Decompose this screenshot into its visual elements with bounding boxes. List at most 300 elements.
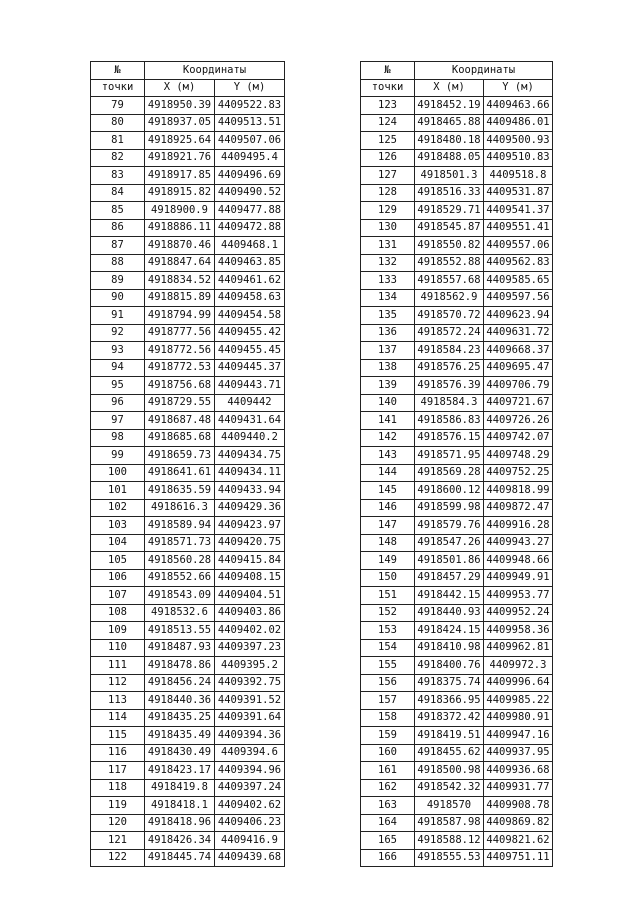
- y-coordinate-cell: 4409872.47: [484, 499, 553, 517]
- y-coordinate-cell: 4409455.45: [215, 342, 285, 360]
- table-row: [361, 622, 553, 640]
- point-number-cell: 138: [361, 359, 415, 377]
- table-row: [91, 377, 285, 395]
- point-number-cell: 104: [91, 534, 145, 552]
- point-number-cell: 141: [361, 412, 415, 430]
- x-coordinate-cell: 4918372.42: [415, 709, 484, 727]
- table-row: [91, 639, 285, 657]
- point-number-cell: 166: [361, 849, 415, 867]
- point-number-cell: 131: [361, 237, 415, 255]
- table-row: [91, 797, 285, 815]
- x-coordinate-cell: 4918584.23: [415, 342, 484, 360]
- table-row: [91, 307, 285, 325]
- point-number-cell: 93: [91, 342, 145, 360]
- y-coordinate-cell: 4409948.66: [484, 552, 553, 570]
- y-coordinate-cell: 4409695.47: [484, 359, 553, 377]
- y-coordinate-cell: 4409869.82: [484, 814, 553, 832]
- y-coordinate-cell: 4409440.2: [215, 429, 285, 447]
- y-coordinate-cell: 4409623.94: [484, 307, 553, 325]
- y-coordinate-cell: 4409402.02: [215, 622, 285, 640]
- x-coordinate-cell: 4918555.53: [415, 849, 484, 867]
- x-coordinate-cell: 4918616.3: [145, 499, 215, 517]
- point-number-cell: 120: [91, 814, 145, 832]
- y-coordinate-cell: 4409455.42: [215, 324, 285, 342]
- x-coordinate-cell: 4918685.68: [145, 429, 215, 447]
- y-coordinate-cell: 4409391.64: [215, 709, 285, 727]
- table-row: [91, 254, 285, 272]
- y-coordinate-cell: 4409953.77: [484, 587, 553, 605]
- y-coordinate-cell: 4409585.65: [484, 272, 553, 290]
- point-number-cell: 91: [91, 307, 145, 325]
- x-coordinate-cell: 4918562.9: [415, 289, 484, 307]
- point-number-cell: 107: [91, 587, 145, 605]
- table-row: [91, 534, 285, 552]
- y-coordinate-cell: 4409597.56: [484, 289, 553, 307]
- x-coordinate-cell: 4918430.49: [145, 744, 215, 762]
- point-number-cell: 99: [91, 447, 145, 465]
- y-coordinate-cell: 4409461.62: [215, 272, 285, 290]
- y-coordinate-cell: 4409443.71: [215, 377, 285, 395]
- y-coordinate-cell: 4409472.88: [215, 219, 285, 237]
- y-coordinate-cell: 4409416.9: [215, 832, 285, 850]
- point-number-cell: 100: [91, 464, 145, 482]
- table-row: [361, 132, 553, 150]
- table-row: [91, 272, 285, 290]
- point-number-cell: 81: [91, 132, 145, 150]
- table-row: [91, 587, 285, 605]
- x-coordinate-cell: 4918545.87: [415, 219, 484, 237]
- point-number-cell: 97: [91, 412, 145, 430]
- point-number-cell: 112: [91, 674, 145, 692]
- table-row: [91, 464, 285, 482]
- point-number-cell: 159: [361, 727, 415, 745]
- x-coordinate-cell: 4918501.86: [415, 552, 484, 570]
- point-number-cell: 86: [91, 219, 145, 237]
- table-row: [91, 429, 285, 447]
- point-number-cell: 117: [91, 762, 145, 780]
- table-row: [361, 727, 553, 745]
- table-row: [91, 482, 285, 500]
- x-coordinate-cell: 4918560.28: [145, 552, 215, 570]
- table-row: [91, 167, 285, 185]
- point-number-cell: 151: [361, 587, 415, 605]
- table-row: [361, 237, 553, 255]
- point-number-cell: 84: [91, 184, 145, 202]
- x-coordinate-cell: 4918418.1: [145, 797, 215, 815]
- y-coordinate-cell: 4409403.86: [215, 604, 285, 622]
- y-coordinate-cell: 4409706.79: [484, 377, 553, 395]
- x-coordinate-cell: 4918445.74: [145, 849, 215, 867]
- x-coordinate-cell: 4918937.05: [145, 114, 215, 132]
- point-number-cell: 113: [91, 692, 145, 710]
- y-coordinate-cell: 4409397.24: [215, 779, 285, 797]
- point-number-cell: 154: [361, 639, 415, 657]
- table-row: [361, 149, 553, 167]
- point-number-cell: 128: [361, 184, 415, 202]
- x-coordinate-cell: 4918550.82: [415, 237, 484, 255]
- y-coordinate-cell: 4409486.01: [484, 114, 553, 132]
- x-coordinate-cell: 4918950.39: [145, 97, 215, 115]
- x-coordinate-cell: 4918571.95: [415, 447, 484, 465]
- x-coordinate-cell: 4918571.73: [145, 534, 215, 552]
- table-row: [91, 149, 285, 167]
- y-coordinate-cell: 4409742.07: [484, 429, 553, 447]
- point-number-cell: 129: [361, 202, 415, 220]
- y-coordinate-cell: 4409518.8: [484, 167, 553, 185]
- y-coordinate-cell: 4409445.37: [215, 359, 285, 377]
- y-coordinate-cell: 4409980.91: [484, 709, 553, 727]
- table-row: [91, 517, 285, 535]
- table-row: [361, 797, 553, 815]
- point-number-cell: 110: [91, 639, 145, 657]
- point-number-cell: 153: [361, 622, 415, 640]
- x-coordinate-cell: 4918579.76: [415, 517, 484, 535]
- x-coordinate-cell: 4918435.25: [145, 709, 215, 727]
- x-coordinate-cell: 4918915.82: [145, 184, 215, 202]
- point-number-cell: 96: [91, 394, 145, 412]
- x-coordinate-cell: 4918587.98: [415, 814, 484, 832]
- table-row: [91, 289, 285, 307]
- x-coordinate-cell: 4918488.05: [415, 149, 484, 167]
- x-coordinate-cell: 4918576.39: [415, 377, 484, 395]
- header-y: Y (м): [215, 79, 285, 97]
- y-coordinate-cell: 4409391.52: [215, 692, 285, 710]
- x-coordinate-cell: 4918635.59: [145, 482, 215, 500]
- point-number-cell: 118: [91, 779, 145, 797]
- table-row: [361, 307, 553, 325]
- x-coordinate-cell: 4918599.98: [415, 499, 484, 517]
- point-number-cell: 111: [91, 657, 145, 675]
- x-coordinate-cell: 4918455.62: [415, 744, 484, 762]
- x-coordinate-cell: 4918442.15: [415, 587, 484, 605]
- point-number-cell: 134: [361, 289, 415, 307]
- table-body: [361, 97, 553, 867]
- y-coordinate-cell: 4409458.63: [215, 289, 285, 307]
- table-row: [361, 779, 553, 797]
- table-row: [361, 499, 553, 517]
- x-coordinate-cell: 4918400.76: [415, 657, 484, 675]
- point-number-cell: 123: [361, 97, 415, 115]
- table-row: [361, 324, 553, 342]
- x-coordinate-cell: 4918440.36: [145, 692, 215, 710]
- point-number-cell: 85: [91, 202, 145, 220]
- header-coordinates: Координаты: [145, 62, 285, 80]
- x-coordinate-cell: 4918925.64: [145, 132, 215, 150]
- y-coordinate-cell: 4409394.96: [215, 762, 285, 780]
- y-coordinate-cell: 4409442: [215, 394, 285, 412]
- header-point-number: №: [91, 62, 145, 80]
- point-number-cell: 124: [361, 114, 415, 132]
- y-coordinate-cell: 4409937.95: [484, 744, 553, 762]
- x-coordinate-cell: 4918426.34: [145, 832, 215, 850]
- table-row: [91, 132, 285, 150]
- x-coordinate-cell: 4918886.11: [145, 219, 215, 237]
- x-coordinate-cell: 4918419.8: [145, 779, 215, 797]
- y-coordinate-cell: 4409557.06: [484, 237, 553, 255]
- table-row: [91, 569, 285, 587]
- point-number-cell: 160: [361, 744, 415, 762]
- x-coordinate-cell: 4918870.46: [145, 237, 215, 255]
- y-coordinate-cell: 4409551.41: [484, 219, 553, 237]
- x-coordinate-cell: 4918794.99: [145, 307, 215, 325]
- x-coordinate-cell: 4918917.85: [145, 167, 215, 185]
- x-coordinate-cell: 4918435.49: [145, 727, 215, 745]
- x-coordinate-cell: 4918423.17: [145, 762, 215, 780]
- table-row: [91, 762, 285, 780]
- x-coordinate-cell: 4918456.24: [145, 674, 215, 692]
- point-number-cell: 130: [361, 219, 415, 237]
- header-x: X (м): [145, 79, 215, 97]
- x-coordinate-cell: 4918756.68: [145, 377, 215, 395]
- table-row: [361, 254, 553, 272]
- point-number-cell: 98: [91, 429, 145, 447]
- table-row: [361, 482, 553, 500]
- subheader-row: [91, 79, 285, 97]
- y-coordinate-cell: 4409531.87: [484, 184, 553, 202]
- point-number-cell: 158: [361, 709, 415, 727]
- table-row: [91, 674, 285, 692]
- table-row: [361, 744, 553, 762]
- y-coordinate-cell: 4409985.22: [484, 692, 553, 710]
- point-number-cell: 155: [361, 657, 415, 675]
- table-row: [361, 534, 553, 552]
- y-coordinate-cell: 4409668.37: [484, 342, 553, 360]
- point-number-cell: 105: [91, 552, 145, 570]
- point-number-cell: 143: [361, 447, 415, 465]
- table-row: [361, 464, 553, 482]
- x-coordinate-cell: 4918366.95: [415, 692, 484, 710]
- table-row: [361, 167, 553, 185]
- point-number-cell: 137: [361, 342, 415, 360]
- table-row: [91, 849, 285, 867]
- y-coordinate-cell: 4409394.36: [215, 727, 285, 745]
- x-coordinate-cell: 4918410.98: [415, 639, 484, 657]
- coordinates-table-right: [360, 61, 553, 867]
- y-coordinate-cell: 4409434.75: [215, 447, 285, 465]
- header-y: Y (м): [484, 79, 553, 97]
- table-row: [91, 779, 285, 797]
- table-row: [91, 237, 285, 255]
- y-coordinate-cell: 4409916.28: [484, 517, 553, 535]
- header-point-label: точки: [361, 79, 415, 97]
- table-row: [361, 342, 553, 360]
- x-coordinate-cell: 4918921.76: [145, 149, 215, 167]
- x-coordinate-cell: 4918586.83: [415, 412, 484, 430]
- x-coordinate-cell: 4918478.86: [145, 657, 215, 675]
- y-coordinate-cell: 4409962.81: [484, 639, 553, 657]
- table-row: [91, 202, 285, 220]
- point-number-cell: 135: [361, 307, 415, 325]
- table-row: [91, 657, 285, 675]
- x-coordinate-cell: 4918487.93: [145, 639, 215, 657]
- y-coordinate-cell: 4409972.3: [484, 657, 553, 675]
- table-row: [91, 692, 285, 710]
- table-row: [91, 219, 285, 237]
- y-coordinate-cell: 4409408.15: [215, 569, 285, 587]
- x-coordinate-cell: 4918543.09: [145, 587, 215, 605]
- y-coordinate-cell: 4409821.62: [484, 832, 553, 850]
- x-coordinate-cell: 4918542.32: [415, 779, 484, 797]
- x-coordinate-cell: 4918847.64: [145, 254, 215, 272]
- y-coordinate-cell: 4409415.84: [215, 552, 285, 570]
- y-coordinate-cell: 4409395.2: [215, 657, 285, 675]
- table-row: [361, 814, 553, 832]
- header-row: [91, 62, 285, 80]
- y-coordinate-cell: 4409434.11: [215, 464, 285, 482]
- table-row: [91, 412, 285, 430]
- y-coordinate-cell: 4409631.72: [484, 324, 553, 342]
- point-number-cell: 90: [91, 289, 145, 307]
- y-coordinate-cell: 4409748.29: [484, 447, 553, 465]
- y-coordinate-cell: 4409406.23: [215, 814, 285, 832]
- y-coordinate-cell: 4409510.83: [484, 149, 553, 167]
- point-number-cell: 87: [91, 237, 145, 255]
- point-number-cell: 156: [361, 674, 415, 692]
- y-coordinate-cell: 4409439.68: [215, 849, 285, 867]
- y-coordinate-cell: 4409402.62: [215, 797, 285, 815]
- table-row: [91, 727, 285, 745]
- x-coordinate-cell: 4918569.28: [415, 464, 484, 482]
- x-coordinate-cell: 4918440.93: [415, 604, 484, 622]
- y-coordinate-cell: 4409463.66: [484, 97, 553, 115]
- x-coordinate-cell: 4918516.33: [415, 184, 484, 202]
- header-point-number: №: [361, 62, 415, 80]
- point-number-cell: 161: [361, 762, 415, 780]
- table-row: [361, 429, 553, 447]
- x-coordinate-cell: 4918572.24: [415, 324, 484, 342]
- table-row: [361, 657, 553, 675]
- point-number-cell: 94: [91, 359, 145, 377]
- point-number-cell: 101: [91, 482, 145, 500]
- table-row: [91, 709, 285, 727]
- point-number-cell: 79: [91, 97, 145, 115]
- y-coordinate-cell: 4409818.99: [484, 482, 553, 500]
- x-coordinate-cell: 4918419.51: [415, 727, 484, 745]
- x-coordinate-cell: 4918529.71: [415, 202, 484, 220]
- x-coordinate-cell: 4918576.15: [415, 429, 484, 447]
- x-coordinate-cell: 4918777.56: [145, 324, 215, 342]
- point-number-cell: 149: [361, 552, 415, 570]
- x-coordinate-cell: 4918513.55: [145, 622, 215, 640]
- x-coordinate-cell: 4918815.89: [145, 289, 215, 307]
- point-number-cell: 150: [361, 569, 415, 587]
- point-number-cell: 163: [361, 797, 415, 815]
- table-row: [91, 97, 285, 115]
- y-coordinate-cell: 4409496.69: [215, 167, 285, 185]
- y-coordinate-cell: 4409721.67: [484, 394, 553, 412]
- table-row: [91, 184, 285, 202]
- table-row: [91, 814, 285, 832]
- x-coordinate-cell: 4918570.72: [415, 307, 484, 325]
- y-coordinate-cell: 4409949.91: [484, 569, 553, 587]
- y-coordinate-cell: 4409943.27: [484, 534, 553, 552]
- point-number-cell: 92: [91, 324, 145, 342]
- header-x: X (м): [415, 79, 484, 97]
- table-row: [361, 517, 553, 535]
- x-coordinate-cell: 4918588.12: [415, 832, 484, 850]
- y-coordinate-cell: 4409394.6: [215, 744, 285, 762]
- table-row: [361, 184, 553, 202]
- y-coordinate-cell: 4409500.93: [484, 132, 553, 150]
- point-number-cell: 109: [91, 622, 145, 640]
- point-number-cell: 116: [91, 744, 145, 762]
- y-coordinate-cell: 4409751.11: [484, 849, 553, 867]
- table-row: [91, 324, 285, 342]
- table-row: [361, 97, 553, 115]
- y-coordinate-cell: 4409952.24: [484, 604, 553, 622]
- point-number-cell: 133: [361, 272, 415, 290]
- y-coordinate-cell: 4409996.64: [484, 674, 553, 692]
- x-coordinate-cell: 4918552.66: [145, 569, 215, 587]
- x-coordinate-cell: 4918729.55: [145, 394, 215, 412]
- point-number-cell: 164: [361, 814, 415, 832]
- point-number-cell: 146: [361, 499, 415, 517]
- point-number-cell: 122: [91, 849, 145, 867]
- x-coordinate-cell: 4918834.52: [145, 272, 215, 290]
- x-coordinate-cell: 4918589.94: [145, 517, 215, 535]
- table-row: [361, 604, 553, 622]
- point-number-cell: 83: [91, 167, 145, 185]
- y-coordinate-cell: 4409477.88: [215, 202, 285, 220]
- y-coordinate-cell: 4409468.1: [215, 237, 285, 255]
- table-row: [91, 394, 285, 412]
- table-row: [91, 832, 285, 850]
- point-number-cell: 95: [91, 377, 145, 395]
- point-number-cell: 121: [91, 832, 145, 850]
- x-coordinate-cell: 4918480.18: [415, 132, 484, 150]
- point-number-cell: 144: [361, 464, 415, 482]
- point-number-cell: 103: [91, 517, 145, 535]
- x-coordinate-cell: 4918457.29: [415, 569, 484, 587]
- x-coordinate-cell: 4918687.48: [145, 412, 215, 430]
- point-number-cell: 147: [361, 517, 415, 535]
- x-coordinate-cell: 4918900.9: [145, 202, 215, 220]
- x-coordinate-cell: 4918641.61: [145, 464, 215, 482]
- table-body: [91, 97, 285, 867]
- y-coordinate-cell: 4409463.85: [215, 254, 285, 272]
- table-row: [361, 762, 553, 780]
- y-coordinate-cell: 4409752.25: [484, 464, 553, 482]
- x-coordinate-cell: 4918552.88: [415, 254, 484, 272]
- table-row: [91, 604, 285, 622]
- y-coordinate-cell: 4409958.36: [484, 622, 553, 640]
- table-row: [361, 272, 553, 290]
- point-number-cell: 106: [91, 569, 145, 587]
- table-row: [91, 499, 285, 517]
- point-number-cell: 132: [361, 254, 415, 272]
- x-coordinate-cell: 4918772.56: [145, 342, 215, 360]
- point-number-cell: 114: [91, 709, 145, 727]
- table-row: [361, 832, 553, 850]
- header-row: [361, 62, 553, 80]
- x-coordinate-cell: 4918659.73: [145, 447, 215, 465]
- point-number-cell: 148: [361, 534, 415, 552]
- x-coordinate-cell: 4918584.3: [415, 394, 484, 412]
- x-coordinate-cell: 4918500.98: [415, 762, 484, 780]
- x-coordinate-cell: 4918375.74: [415, 674, 484, 692]
- x-coordinate-cell: 4918452.19: [415, 97, 484, 115]
- table-row: [361, 849, 553, 867]
- x-coordinate-cell: 4918424.15: [415, 622, 484, 640]
- x-coordinate-cell: 4918501.3: [415, 167, 484, 185]
- x-coordinate-cell: 4918547.26: [415, 534, 484, 552]
- table-row: [361, 359, 553, 377]
- y-coordinate-cell: 4409420.75: [215, 534, 285, 552]
- y-coordinate-cell: 4409454.58: [215, 307, 285, 325]
- header-coordinates: Координаты: [415, 62, 553, 80]
- point-number-cell: 89: [91, 272, 145, 290]
- x-coordinate-cell: 4918570: [415, 797, 484, 815]
